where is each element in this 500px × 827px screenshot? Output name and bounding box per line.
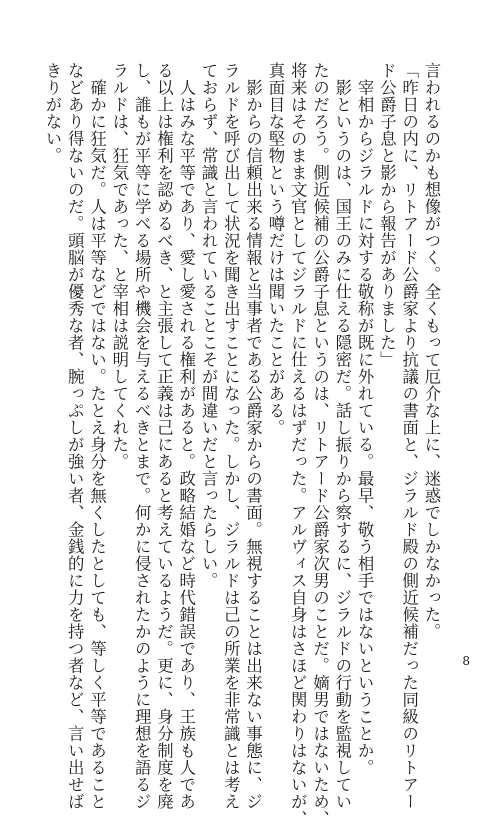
text-line-9: 影からの信頼出来る情報と当事者である公爵家からの書面。無視することは出来ない事態に、ジ [243,62,263,810]
page-number: 8 [462,654,470,668]
text-line-6: たのだろう。側近候補の公爵子息というのは、リトアード公爵家次男のことだ。嫡男ではないため、 [310,62,330,827]
text-line-2: 「昨日の内に、リトアード公爵家より抗議の書面と、ジラルド殿の側近候補だった同級のリトアー [399,62,419,810]
text-line-11: ておらず、常識と言われていることこそが間違いだと言ったらしい。 [199,62,219,589]
text-line-12: 人はみな平等であり、愛し愛される権利があると。政略結婚など時代錯誤であり、王族も人であ [176,62,196,810]
text-line-5: 影というのは、国王のみに仕える隠密だ。話し振りから察するに、ジラルドの行動を監視してい [332,62,352,810]
text-line-18: きりがない。 [42,62,62,164]
vertical-text-block [41,62,442,827]
text-line-14: し、誰もが平等に学べる場所や機会を与えるべきとまで。何かに侵されたかのように理想を語るジ [132,62,152,810]
text-line-1: 言われるのかも想像がつく。全くもって厄介な上に、迷惑でしかなかった。 [422,62,441,640]
text-line-13: る以上は権利を認めるべき、と主張して正義は己にあると考えているようだ。更に、身分制度を廃 [154,62,174,810]
text-line-3: ド公爵子息と影から報告がありました」 [377,62,397,368]
text-line-7: 将来はそのまま文官としてジラルドに仕えるはずだった。アルヴィス自身はさほど関わりはないが、 [288,62,308,827]
text-line-16: 確かに狂気だ。人は平等などではない。たとえ身分を無くしたとしても、等しく平等であること [87,62,107,810]
text-line-4: 宰相からジラルドに対する敬称が既に外れている。最早、敬う相手ではないということか。 [355,62,375,776]
text-line-15: ラルドは、狂気であった、と宰相は説明してくれた。 [109,62,129,470]
text-line-17: などあり得ないのだ。頭脳が優秀な者、腕っぷしが強い者、金銭的に力を持つ者など、言い出せば [65,62,85,810]
text-line-8: 真面目な堅物という噂だけは聞いたことがある。 [265,62,285,436]
text-line-10: ラルドを呼び出して状況を聞き出すことになった。しかし、ジラルドは己の所業を非常識とは考え [221,62,241,810]
